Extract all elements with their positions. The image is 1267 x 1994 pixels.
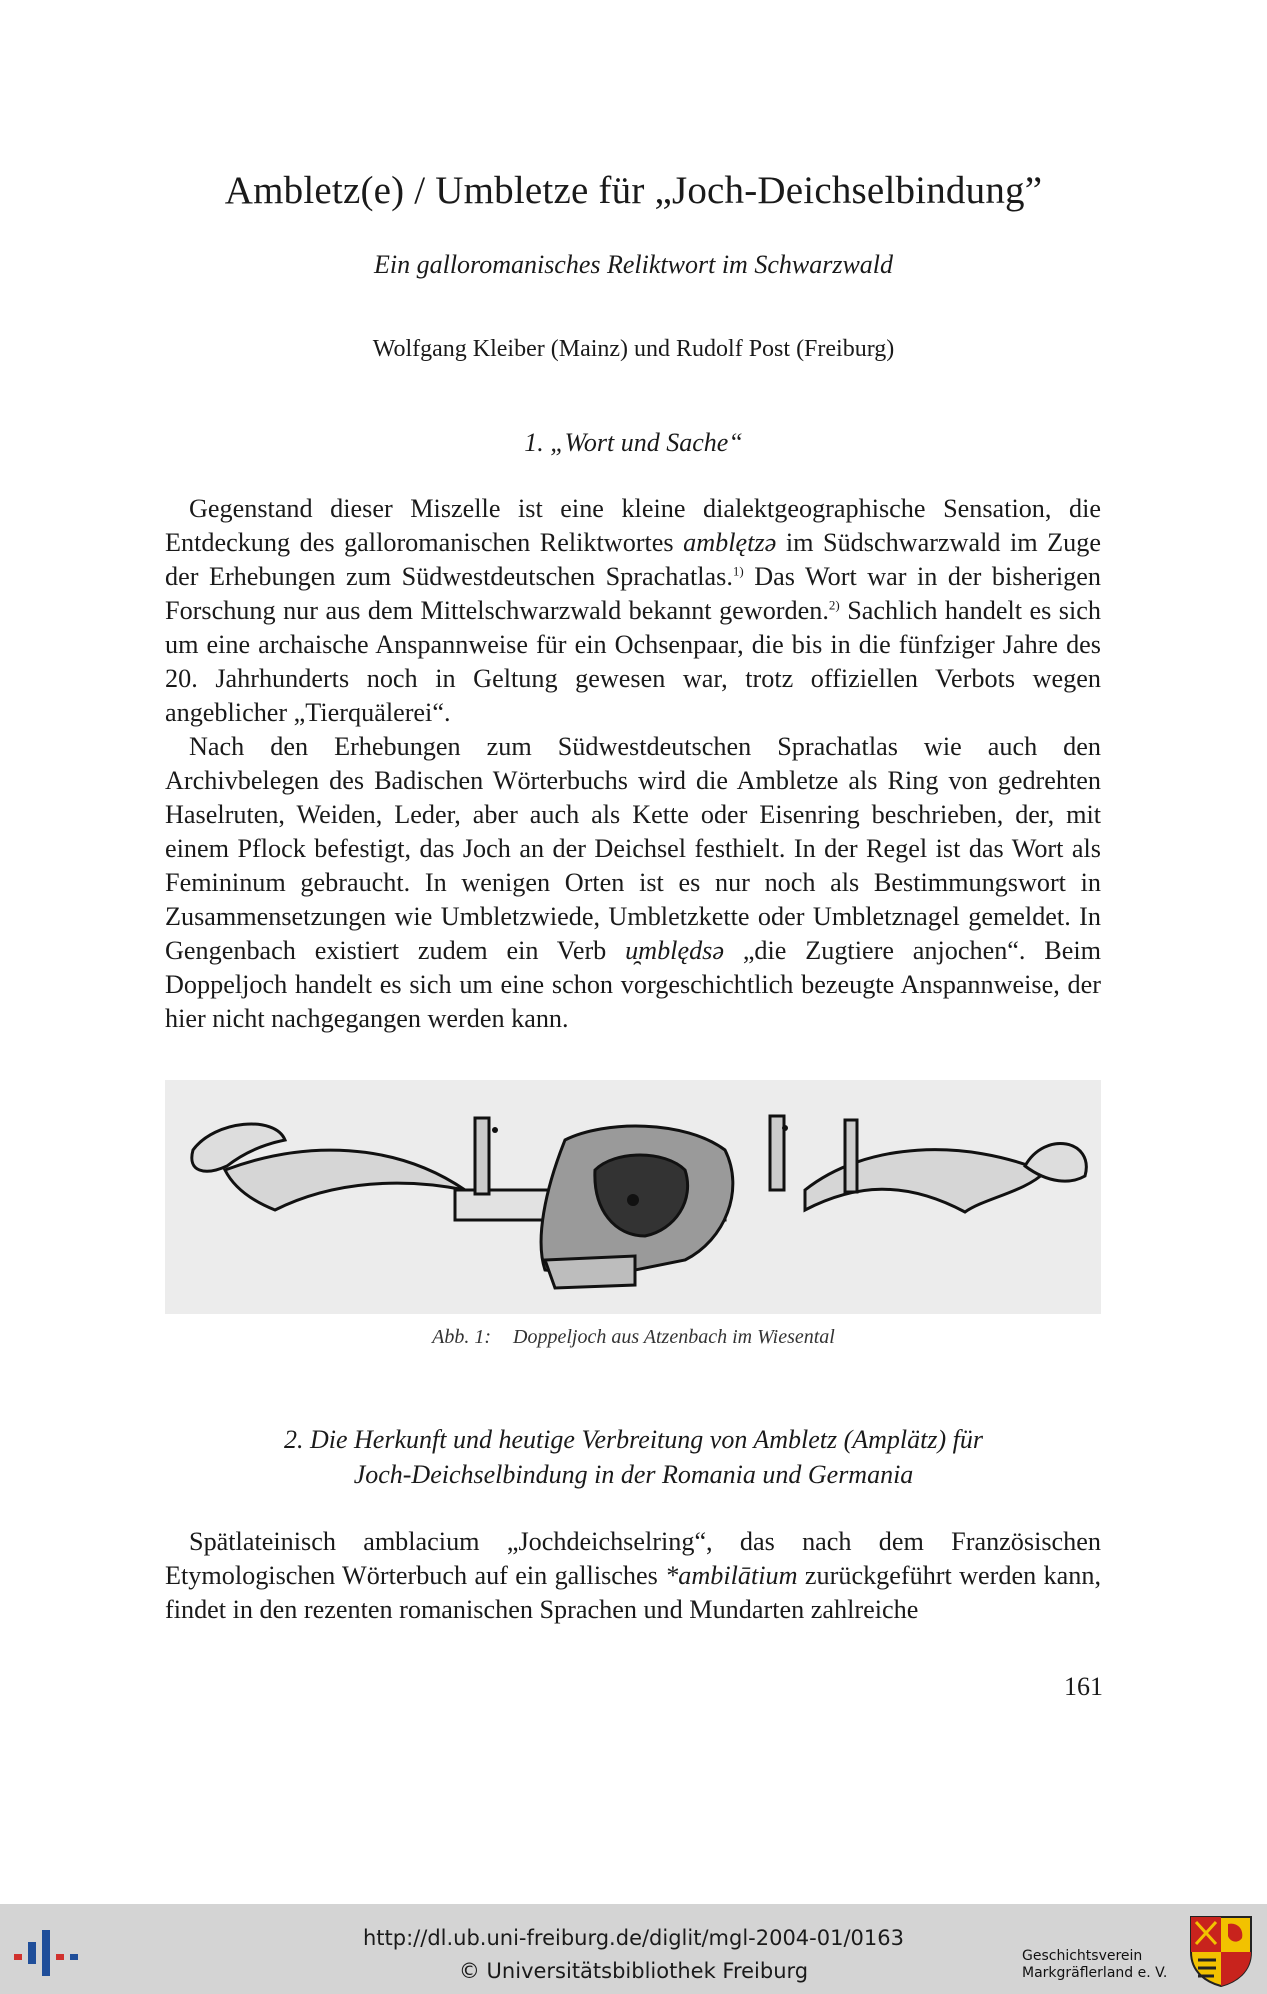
paragraph-text: Spätlateinisch amblacium „Jochdeichselring“, das nach dem Französischen Etymologischen Wörterbuch auf ein gallisches (165, 1527, 1101, 1590)
section-heading-2-line-1: 2. Die Herkunft und heutige Verbreitung von Ambletz (Amplätz) für (283, 1425, 983, 1454)
society-name[interactable] (1022, 1948, 1182, 1982)
reconstructed-term: *ambilātium (665, 1561, 798, 1590)
footnote-ref-1[interactable]: 1) (732, 563, 744, 579)
paragraph-text: zurückgeführt werden kann, findet in den rezenten romanischen Sprachen und Mundarten zahlreiche (165, 1561, 1101, 1624)
paragraph-text: „die Zugtiere anjochen“. Beim Doppeljoch handelt es sich um eine schon vorgeschichtlich bezeugte Anspannweise, der hier nicht nachgegangen werden kann. (165, 936, 1102, 1033)
section-heading-2-line-2: Joch-Deichselbindung in der Romania und Germania (353, 1460, 914, 1489)
page-number: 161 (1064, 1672, 1103, 1701)
copyright-notice: © Universitätsbibliothek Freiburg (458, 1959, 809, 1983)
paragraph-1 (165, 492, 1101, 730)
article-subtitle: Ein galloromanisches Reliktwort im Schwarzwald (373, 250, 894, 279)
figure-caption (0, 1326, 1267, 1349)
article-authors: Wolfgang Kleiber (Mainz) und Rudolf Post (Freiburg) (372, 336, 895, 362)
viewer-footer (0, 1904, 1267, 1994)
society-name-line-2: Markgräflerland e. V. (1022, 1965, 1168, 1981)
society-name-line-1: Geschichtsverein (1022, 1948, 1143, 1964)
paragraph-text: Gegenstand dieser Miszelle ist eine kleine dialektgeographische Sensation, die Entdeckung des galloromanischen Reliktwortes (165, 494, 1101, 557)
paragraph-3 (165, 1525, 1101, 1627)
double-yoke-illustration (165, 1080, 1101, 1314)
dialect-term: amblętzə (683, 528, 777, 557)
section-heading-2 (0, 1422, 1267, 1492)
section-heading-1: 1. „Wort und Sache“ (524, 428, 743, 457)
paragraph-2 (165, 730, 1101, 1036)
section-1-body (165, 492, 1101, 1036)
section-2-body (165, 1525, 1101, 1627)
paragraph-text: Nach den Erhebungen zum Südwestdeutschen Sprachatlas wie auch den Archivbelegen des Badischen Wörterbuchs wird die Ambletze als Ring von gedrehten Haselruten, Weiden, Leder, aber auch als Kette oder Eisenring beschrieben, der, mit einem Pflock befestigt, das Joch an der Deichsel festhielt. In der Regel ist das Wort als Femininum gebraucht. In wenigen Orten ist es nur noch als Bestimmungswort in Zusammensetzungen wie Umbletzwiede, Umbletzkette oder Umbletznagel gemeldet. In Gengenbach existiert zudem ein Verb (165, 732, 1101, 965)
dialect-term: u̯mblędsə (625, 936, 724, 965)
caption-text: Doppeljoch aus Atzenbach im Wiesental (513, 1326, 835, 1348)
society-crest-icon[interactable] (1188, 1914, 1254, 1988)
paragraph-text: Sachlich handelt es sich um eine archaische Anspannweise für ein Ochsenpaar, die bis in die fünfziger Jahre des 20. Jahrhunderts noch in Geltung gewesen war, trotz offiziellen Verbots wegen angeblicher „Tierquälerei“. (165, 596, 1101, 727)
figure-double-yoke (165, 1080, 1101, 1314)
paragraph-text: Das Wort war in der bisherigen Forschung nur aus dem Mittelschwarzwald bekannt geworden. (165, 562, 1101, 625)
caption-number: Abb. 1: (432, 1326, 492, 1348)
paragraph-text: im Südschwarzwald im Zuge der Erhebungen zum Südwestdeutschen Sprachatlas. (165, 528, 1101, 591)
document-url-link[interactable]: http://dl.ub.uni-freiburg.de/diglit/mgl-2004-01/0163 (362, 1926, 904, 1950)
article-title: Ambletz(e) / Umbletze für „Joch-Deichselbindung” (224, 169, 1043, 212)
footnote-ref-2[interactable]: 2) (828, 597, 840, 613)
